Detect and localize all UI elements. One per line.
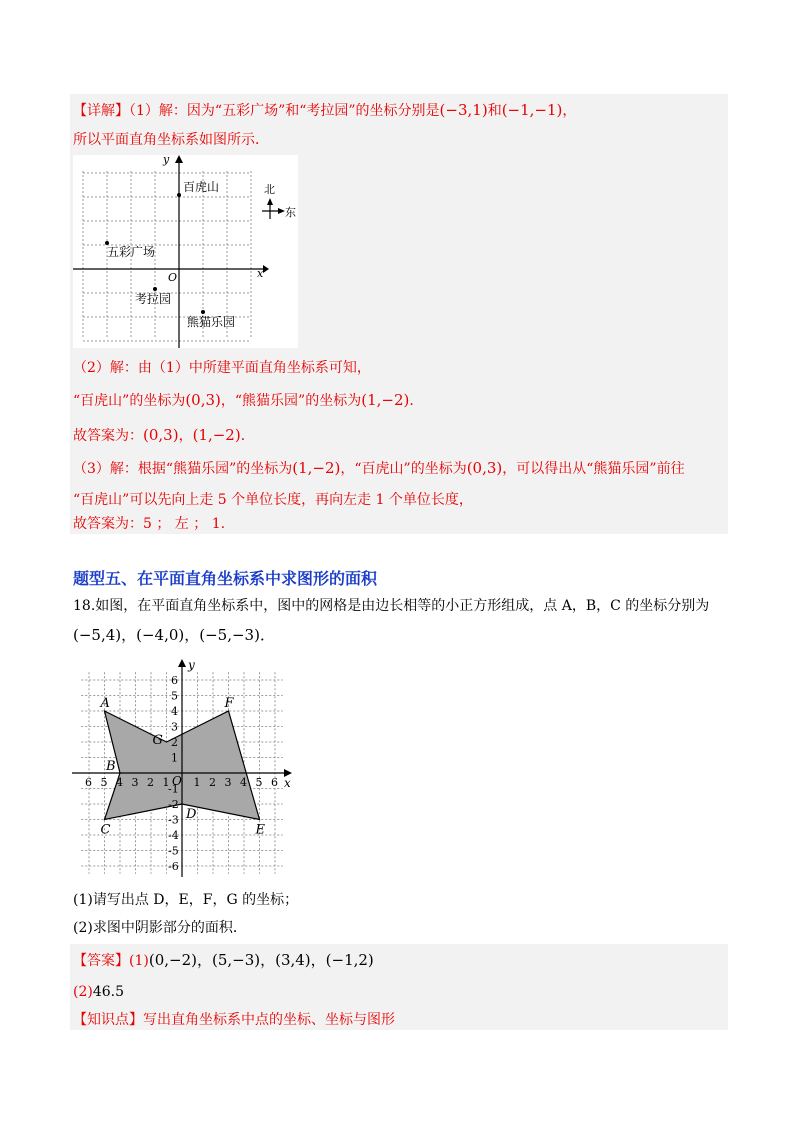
sub2: (2)求图中阴影部分的面积． <box>73 920 247 936</box>
compass-north: 北 <box>264 183 275 196</box>
q2-text-b: ，“熊猫乐园”的坐标为 <box>220 393 362 409</box>
detail-tag: 【详解】 <box>73 103 129 119</box>
point-label-a: A <box>100 696 110 711</box>
coord-kaola: (−1,−1) <box>501 101 563 119</box>
x-tick-label: 4 <box>116 776 123 789</box>
compass-east: 东 <box>285 206 296 219</box>
q3-text-b: ，“百虎山”的坐标为 <box>340 461 467 477</box>
y-tick-label: 5 <box>171 689 178 703</box>
q1-text: （1）解：因为“五彩广场”和“考拉园”的坐标分别是 <box>129 103 440 119</box>
y-tick-label: -3 <box>168 813 179 827</box>
q1-and: 和 <box>487 103 502 119</box>
point-label-d: D <box>186 807 197 822</box>
problem18-line1: 18.如图，在平面直角坐标系中，图中的网格是由边长相等的小正方形组成，点 A，B，C 的坐标分别为 <box>73 598 710 614</box>
knowledge-tag: 【知识点】 <box>73 1012 143 1028</box>
q3-coord-a: (1,−2) <box>292 459 341 477</box>
point-label-c: C <box>100 822 111 838</box>
place-label-kaola: 考拉园 <box>135 292 172 306</box>
q3-coord-b: (0,3) <box>466 459 503 477</box>
y-tick-label: 6 <box>171 674 178 687</box>
y-tick-label: 4 <box>171 705 178 718</box>
answer1-value: (0,−2)，(5,−3)，(3,4)，(−1,2) <box>148 951 374 969</box>
answer-line1 <box>73 950 374 971</box>
q2-line1: （2）解：由（1）中所建平面直角坐标系可知， <box>73 360 371 376</box>
place-dot-xiongmao <box>201 310 205 314</box>
section-title: 题型五、在平面直角坐标系中求图形的面积 <box>73 569 378 588</box>
map-x-label: x <box>257 267 264 280</box>
q2-answer-prefix: 故答案为： <box>73 428 143 444</box>
answer-line2 <box>73 982 124 1002</box>
q3-line1 <box>73 458 685 479</box>
x-tick-label: 4 <box>240 776 247 789</box>
q3-text-a: （3）解：根据“熊猫乐园”的坐标为 <box>73 461 293 477</box>
y-tick-label: -1 <box>168 782 179 796</box>
point-label-e: E <box>255 822 265 838</box>
x-tick-label: 5 <box>255 776 263 789</box>
coord-wucai: (−3,1) <box>439 101 488 119</box>
x-tick-label: 2 <box>209 776 216 789</box>
map-figure <box>73 155 298 348</box>
x-tick-label: 3 <box>224 776 232 789</box>
y-tick-label: -5 <box>168 844 179 858</box>
knowledge-line <box>73 1010 395 1030</box>
g18-y-label: y <box>188 658 195 672</box>
problem18-graph <box>70 657 295 882</box>
problem18-line2: (−5,4)，(−4,0)，(−5,−3)． <box>73 626 275 644</box>
answer-tag: 【答案】 <box>73 953 129 969</box>
q2-line2 <box>73 390 423 411</box>
x-tick-label: 5 <box>100 776 108 789</box>
place-dot-baihu <box>177 193 181 197</box>
q2-coord-b: (1,−2) <box>361 391 410 409</box>
q2-text-a: “百虎山”的坐标为 <box>73 393 186 409</box>
knowledge-value: 写出直角坐标系中点的坐标、坐标与图形 <box>143 1012 395 1028</box>
q2-answer-sep: ， <box>178 428 193 444</box>
point-label-f: F <box>224 696 234 711</box>
q2-coord-a: (0,3) <box>185 391 221 409</box>
y-tick-label: 3 <box>171 720 178 734</box>
place-dot-kaola <box>153 287 157 291</box>
q2-answer <box>73 425 255 446</box>
q1-line1 <box>73 100 576 121</box>
q3-answer: 故答案为：5 ； 左 ； 1. <box>73 516 226 532</box>
sub1: (1)请写出点 D，E，F，G 的坐标； <box>73 892 299 908</box>
y-tick-label: 2 <box>171 736 178 749</box>
map-origin: O <box>168 271 178 284</box>
place-label-xiongmao: 熊猫乐园 <box>187 315 236 329</box>
place-label-baihu: 百虎山 <box>183 180 220 194</box>
g18-x-label: x <box>284 776 291 790</box>
y-tick-label: -2 <box>168 798 179 811</box>
y-tick-label: 1 <box>171 751 178 765</box>
g18-origin: O <box>172 774 182 788</box>
map-y-label: y <box>163 155 170 166</box>
q1-end: ， <box>562 103 577 119</box>
q2-answer-end: ． <box>240 428 255 444</box>
place-label-wucai: 五彩广场 <box>107 245 156 259</box>
x-tick-label: 6 <box>85 776 92 789</box>
x-tick-label: 1 <box>162 776 170 789</box>
x-tick-label: 3 <box>131 776 139 789</box>
answer2-prefix: (2) <box>73 984 93 1000</box>
y-tick-label: -4 <box>168 829 179 842</box>
point-label-b: B <box>106 759 116 774</box>
q2-answer-b: (1,−2) <box>192 426 241 444</box>
x-tick-label: 6 <box>271 776 278 789</box>
x-tick-label: 2 <box>147 776 154 789</box>
q3-line2: “百虎山”可以先向上走 5 个单位长度，再向左走 1 个单位长度， <box>73 492 473 508</box>
answer2-value: 46.5 <box>92 984 125 1000</box>
answer1-prefix: (1) <box>129 953 149 969</box>
q2-answer-a: (0,3) <box>143 426 179 444</box>
q1-line2: 所以平面直角坐标系如图所示． <box>73 132 269 148</box>
y-tick-label: -6 <box>168 860 179 873</box>
point-label-g: G <box>152 733 163 748</box>
q3-text-c: ，可以得出从“熊猫乐园”前往 <box>502 461 685 477</box>
x-tick-label: 1 <box>193 776 201 789</box>
q2-text-c: ． <box>409 393 424 409</box>
